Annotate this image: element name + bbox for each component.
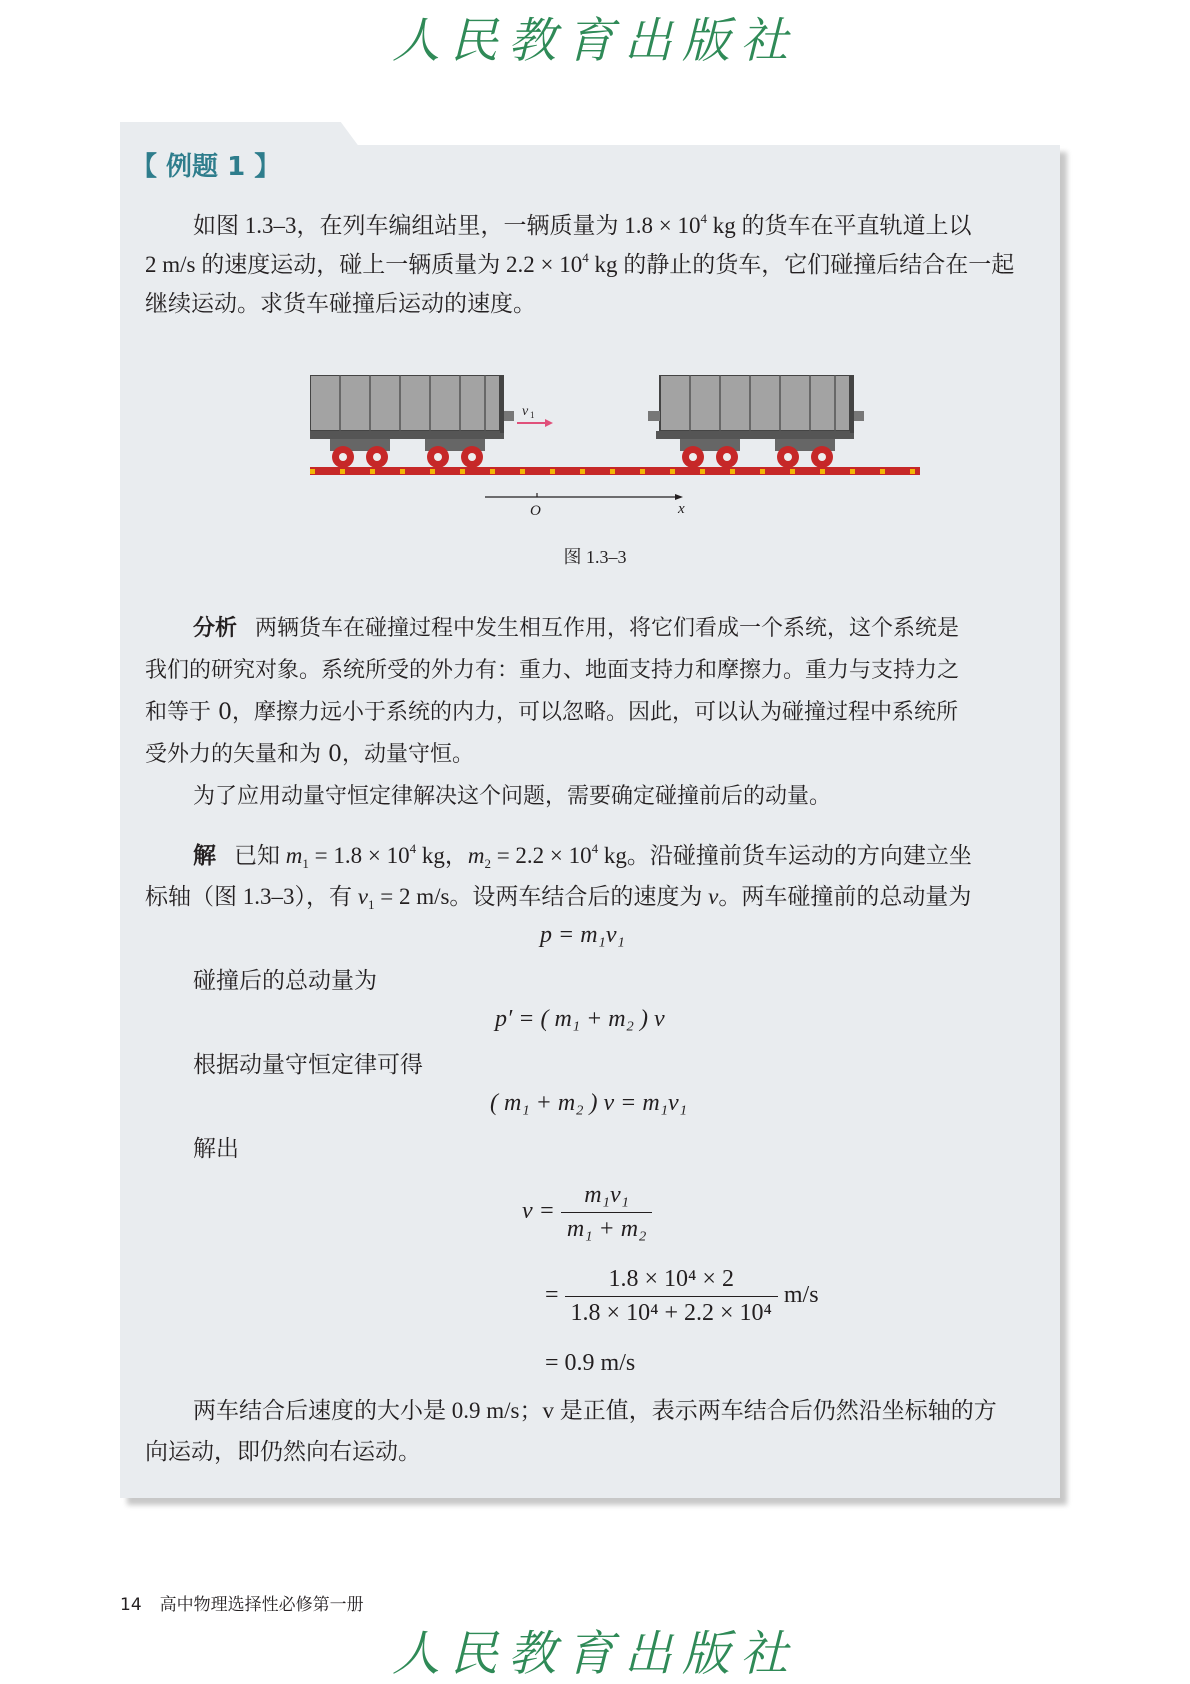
figure-caption: 图 1.3–3: [563, 547, 627, 567]
equation-momentum-before: p = m₁v₁: [540, 922, 625, 948]
left-wagon: [310, 375, 514, 468]
equation-momentum-after: p′ = ( m₁ + m₂ ) v: [495, 1006, 665, 1032]
analysis-line-2: 我们的研究对象。系统所受的外力有：重力、地面支持力和摩擦力。重力与支持力之: [145, 658, 960, 683]
analysis-line-4: 受外力的矢量和为 0，动量守恒。: [145, 742, 474, 767]
analysis-line-1: 分析 两辆货车在碰撞过程中发生相互作用，将它们看成一个系统，这个系统是: [193, 616, 960, 641]
axis-x-label: x: [678, 501, 685, 517]
book-title: 高中物理选择性必修第一册: [159, 1595, 364, 1615]
problem-line-3: 继续运动。求货车碰撞后运动的速度。: [145, 291, 536, 316]
origin-label: O: [530, 503, 541, 519]
analysis-para-2: 为了应用动量守恒定律解决这个问题，需要确定碰撞前后的动量。: [193, 784, 832, 809]
velocity-subscript: 1: [530, 410, 535, 420]
solution-line-2: 标轴（图 1.3–3），有 $v_1 = 2$ m/s。设两车结合后的速度为 v。两车碰撞前的总动量为: [145, 884, 972, 912]
solution-line-1: 解 已知 $m_1 = 1.8 \times 10^4$ kg，$m_2 = 2.2 \times 10^4$ kg。沿碰撞前货车运动的方向建立坐: [193, 841, 972, 871]
equation-solve-symbolic: v = $\frac{\text{m₁v₁}}{\text{m₁ + m₂}}$: [522, 1182, 652, 1243]
publisher-watermark-top: 人民教育出版社: [391, 13, 798, 69]
solve-text: 解出: [193, 1136, 239, 1161]
publisher-watermark-bottom: 人民教育出版社: [391, 1626, 798, 1682]
page-footer: [120, 1590, 364, 1615]
analysis-line-3: 和等于 0，摩擦力远小于系统的内力，可以忽略。因此，可以认为碰撞过程中系统所: [145, 700, 958, 725]
equation-conservation: ( m₁ + m₂ ) v = m₁v₁: [490, 1090, 688, 1116]
conclusion-line-2: 向运动，即仍然向右运动。: [145, 1439, 421, 1464]
problem-line-2: 2 m/s 的速度运动，碰上一辆质量为 $2.2 \times 10^4$ kg 的静止的货车，它们碰撞后结合在一起: [145, 250, 1015, 277]
conservation-text: 根据动量守恒定律可得: [193, 1052, 423, 1077]
page-number: 14: [120, 1595, 142, 1615]
analysis-label: 分析: [193, 616, 238, 641]
conclusion-line-1: 两车结合后速度的大小是 0.9 m/s；v 是正值，表示两车结合后仍然沿坐标轴的方: [193, 1398, 997, 1423]
velocity-label: v: [522, 404, 529, 419]
equation-result: = 0.9 m/s: [545, 1350, 636, 1376]
solution-label: 解: [193, 843, 216, 869]
right-wagon: [648, 375, 864, 468]
train-figure: [310, 375, 950, 525]
equation-solve-numeric: = $\frac{\text{1.8 × 10⁴ × 2}}{\text{1.8 × 10⁴ + 2.2 × 10⁴}}$ m/s: [545, 1266, 819, 1326]
after-momentum-text: 碰撞后的总动量为: [193, 968, 377, 993]
example-heading: 【 例题 1 】: [131, 152, 281, 182]
problem-line-1: 如图 1.3–3，在列车编组站里，一辆质量为 $1.8 \times 10^4$ kg 的货车在平直轨道上以: [193, 211, 972, 238]
